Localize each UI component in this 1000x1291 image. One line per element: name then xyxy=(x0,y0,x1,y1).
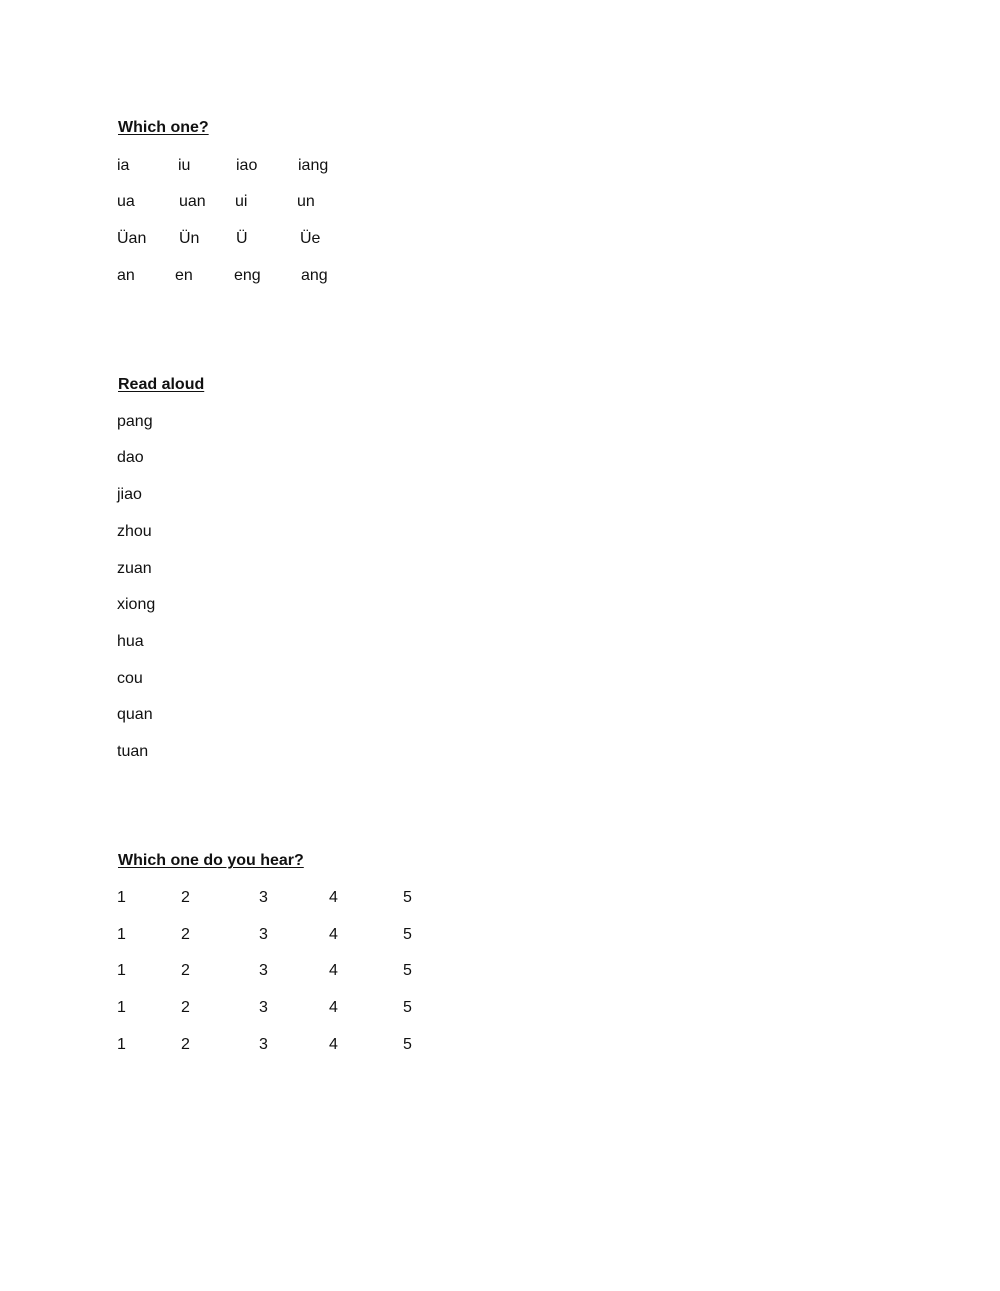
number-option: 3 xyxy=(259,962,268,979)
syllable-option: Üe xyxy=(300,230,321,247)
number-option: 3 xyxy=(259,1036,268,1053)
syllable-option: ia xyxy=(117,157,130,174)
syllable-option: iang xyxy=(298,157,329,174)
number-option: 5 xyxy=(403,926,412,943)
syllable-option: iao xyxy=(236,157,258,174)
number-option: 2 xyxy=(181,926,190,943)
number-option: 5 xyxy=(403,889,412,906)
read-aloud-word: quan xyxy=(117,706,153,723)
number-option: 2 xyxy=(181,999,190,1016)
syllable-option: ang xyxy=(301,267,328,284)
number-option: 3 xyxy=(259,999,268,1016)
number-option: 5 xyxy=(403,1036,412,1053)
read-aloud-word: tuan xyxy=(117,743,149,760)
syllable-option: uan xyxy=(179,193,206,210)
number-option: 3 xyxy=(259,926,268,943)
syllable-option: iu xyxy=(178,157,191,174)
syllable-option: Üan xyxy=(117,230,147,247)
read-aloud-word: hua xyxy=(117,633,144,650)
number-option: 2 xyxy=(181,962,190,979)
number-option: 1 xyxy=(117,1036,126,1053)
read-aloud-word: xiong xyxy=(117,596,156,613)
read-aloud-word: cou xyxy=(117,670,143,687)
section-title-which-one: Which one? xyxy=(118,119,209,136)
read-aloud-word: zuan xyxy=(117,560,152,577)
number-option: 4 xyxy=(329,926,338,943)
read-aloud-word: jiao xyxy=(117,486,142,503)
syllable-option: Ün xyxy=(179,230,200,247)
number-option: 4 xyxy=(329,1036,338,1053)
syllable-option: un xyxy=(297,193,315,210)
number-option: 4 xyxy=(329,999,338,1016)
syllable-option: ui xyxy=(235,193,248,210)
syllable-option: eng xyxy=(234,267,261,284)
number-option: 2 xyxy=(181,1036,190,1053)
section-title-read-aloud: Read aloud xyxy=(118,376,205,393)
number-option: 1 xyxy=(117,999,126,1016)
number-option: 4 xyxy=(329,962,338,979)
number-option: 1 xyxy=(117,926,126,943)
syllable-option: ua xyxy=(117,193,135,210)
read-aloud-word: dao xyxy=(117,449,144,466)
syllable-option: Ü xyxy=(236,230,248,247)
read-aloud-word: pang xyxy=(117,413,153,430)
number-option: 1 xyxy=(117,889,126,906)
number-option: 5 xyxy=(403,962,412,979)
number-option: 4 xyxy=(329,889,338,906)
syllable-option: an xyxy=(117,267,135,284)
syllable-option: en xyxy=(175,267,193,284)
number-option: 5 xyxy=(403,999,412,1016)
read-aloud-word: zhou xyxy=(117,523,152,540)
number-option: 1 xyxy=(117,962,126,979)
number-option: 3 xyxy=(259,889,268,906)
section-title-which-hear: Which one do you hear? xyxy=(118,852,304,869)
number-option: 2 xyxy=(181,889,190,906)
